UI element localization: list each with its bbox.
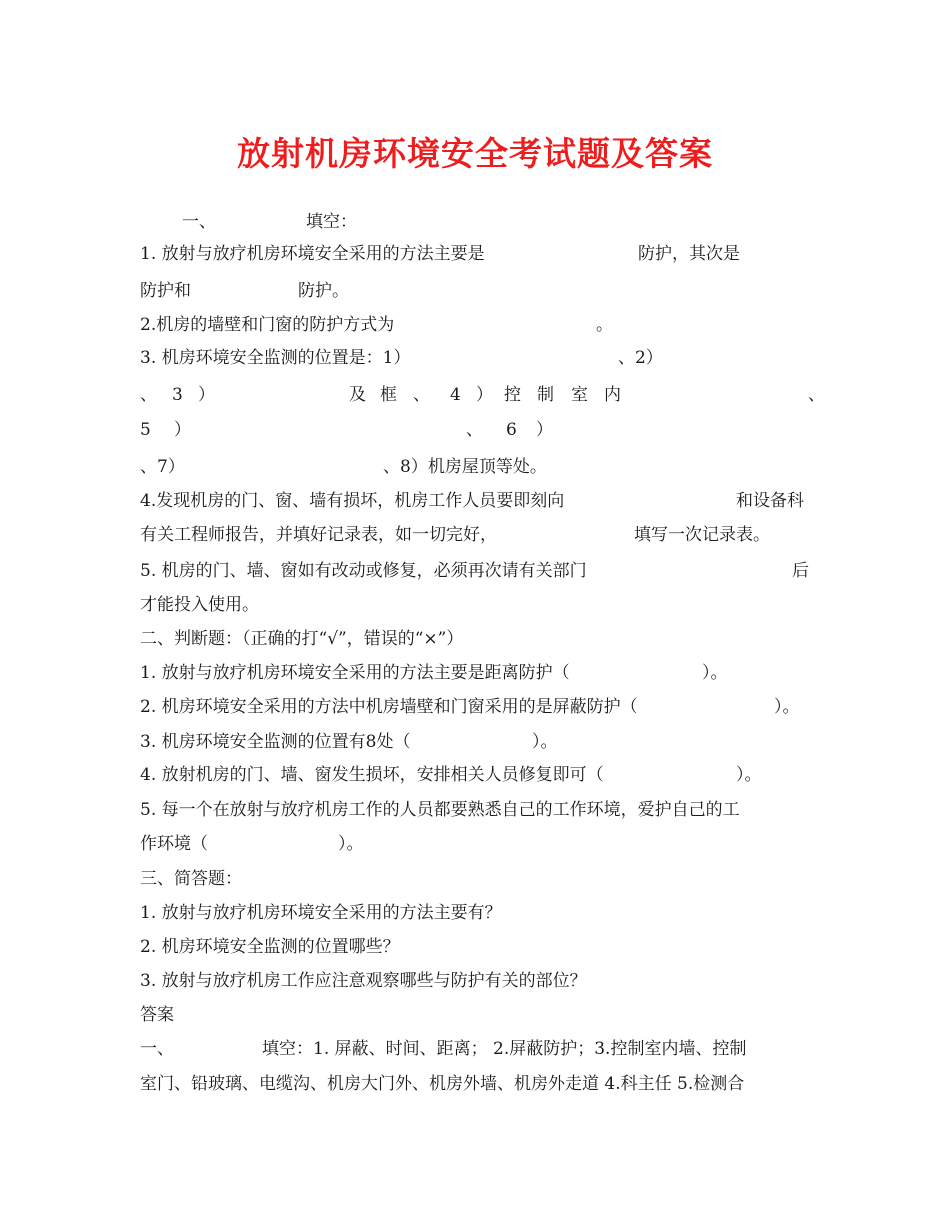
- short-question-1: [140, 900, 820, 926]
- short-q1-text: 1. 放射与放疗机房环境安全采用的方法主要有？: [140, 903, 502, 923]
- section2-heading-text: 二、判断题：（正确的打“√”，错误的“×”）: [140, 629, 464, 649]
- fill-q3-text-c: 、7）: [140, 457, 185, 477]
- judge-q5-text-b: 作环境（: [140, 834, 208, 854]
- fill-q3-char: 内: [604, 385, 621, 405]
- fill-q3-text-d: 、8）机房屋顶等处。: [383, 457, 547, 477]
- fill-q3-char: ）: [476, 385, 493, 405]
- fill-q3-char: 及: [349, 385, 366, 405]
- answers-line-1: [140, 1036, 820, 1062]
- short-question-3: [140, 968, 820, 994]
- section3-heading: [140, 866, 820, 892]
- judge-question-2: [140, 694, 820, 720]
- fill-q3-char: ）: [198, 385, 215, 405]
- fill-q4-text-d: 填写一次记录表。: [634, 525, 770, 545]
- fill-q3-char: 框: [380, 385, 397, 405]
- judge-q2-text-a: 2. 机房环境安全采用的方法中机房墙壁和门窗采用的是屏蔽防护（: [140, 697, 638, 717]
- section1-heading-label: 填空：: [306, 212, 357, 232]
- fill-q3-char: 5: [140, 420, 151, 440]
- fill-q4-text-b: 和设备科: [736, 491, 804, 511]
- judge-q3-text-b: ）。: [532, 732, 558, 752]
- document-title: 放射机房环境安全考试题及答案: [237, 134, 713, 173]
- judge-question-4: [140, 762, 820, 788]
- fill-question-5-line1: [140, 558, 820, 584]
- fill-q3-char: ）: [536, 420, 553, 440]
- fill-q1-text-b: 防护，其次是: [638, 244, 740, 264]
- fill-q3-char: 3: [172, 385, 183, 405]
- section3-heading-text: 三、简答题：: [140, 869, 242, 889]
- judge-question-1: [140, 660, 820, 686]
- fill-q5-text-b: 后: [792, 561, 809, 581]
- judge-q3-text-a: 3. 机房环境安全监测的位置有8处（: [140, 732, 411, 752]
- judge-q4-text-a: 4. 放射机房的门、墙、窗发生损坏，安排相关人员修复即可（: [140, 765, 604, 785]
- judge-q5-text-c: ）。: [338, 834, 364, 854]
- judge-question-5-line2: [140, 831, 820, 857]
- judge-question-3: [140, 729, 820, 755]
- fill-q3-text-a: 3. 机房环境安全监测的位置是：1）: [140, 348, 411, 368]
- short-q3-text: 3. 放射与放疗机房工作应注意观察哪些与防护有关的部位？: [140, 971, 587, 991]
- fill-q2-text-b: 。: [596, 315, 613, 335]
- fill-question-1-line2: [140, 278, 820, 304]
- fill-q3-char: 、: [466, 420, 483, 440]
- fill-q5-text-a: 5. 机房的门、墙、窗如有改动或修复，必须再次请有关部门: [140, 561, 587, 581]
- fill-question-2: [140, 312, 820, 338]
- answers-section-number: 一、: [140, 1039, 174, 1059]
- fill-q3-char: 、: [413, 385, 430, 405]
- judge-q1-text-a: 1. 放射与放疗机房环境安全采用的方法主要是距离防护（: [140, 663, 570, 683]
- short-q2-text: 2. 机房环境安全监测的位置哪些？: [140, 937, 400, 957]
- answers-heading-text: 答案: [140, 1005, 174, 1025]
- fill-q3-char: 4: [450, 385, 461, 405]
- section1-heading-number: 一、: [182, 212, 216, 232]
- fill-q3-char: 6: [506, 420, 517, 440]
- fill-q3-char: 制: [537, 385, 554, 405]
- fill-q3-char: 、: [808, 385, 825, 405]
- fill-question-3-line4: [140, 454, 820, 480]
- fill-q3-char: 室: [571, 385, 588, 405]
- fill-question-4-line2: [140, 522, 820, 548]
- fill-q4-text-a: 4.发现机房的门、窗、墙有损坏，机房工作人员要即刻向: [140, 491, 565, 511]
- judge-question-5-line1: [140, 797, 820, 823]
- fill-question-1-line1: [140, 241, 820, 267]
- fill-question-3-line3: [140, 417, 820, 443]
- answers-line-2: [140, 1071, 820, 1097]
- fill-q2-text-a: 2.机房的墙壁和门窗的防护方式为: [140, 315, 395, 335]
- section1-heading: [140, 209, 820, 235]
- fill-q3-text-b: 、2）: [618, 348, 663, 368]
- answers-line-2-text: 室门、铅玻璃、电缆沟、机房大门外、机房外墙、机房外走道 4.科主任 5.检测合: [140, 1074, 745, 1094]
- fill-question-3-line2: [140, 382, 825, 408]
- section2-heading: [140, 626, 820, 652]
- short-question-2: [140, 934, 820, 960]
- judge-q1-text-b: ）。: [702, 663, 728, 683]
- fill-q1-text-a: 1. 放射与放疗机房环境安全采用的方法主要是: [140, 244, 485, 264]
- fill-q1-text-c: 防护和: [140, 281, 191, 301]
- fill-question-5-line2: [140, 592, 820, 618]
- answers-heading: [140, 1002, 820, 1028]
- fill-q3-char: 控: [504, 385, 521, 405]
- answers-line-1-text: 填空：1. 屏蔽、时间、距离； 2.屏蔽防护；3.控制室内墙、控制: [262, 1039, 747, 1059]
- fill-q1-text-d: 防护。: [298, 281, 349, 301]
- fill-question-3-line1: [140, 345, 820, 371]
- judge-q2-text-b: ）。: [774, 697, 800, 717]
- fill-q3-char: ）: [174, 420, 191, 440]
- fill-q4-text-c: 有关工程师报告，并填好记录表，如一切完好，: [140, 525, 497, 545]
- judge-q5-text-a: 5. 每一个在放射与放疗机房工作的人员都要熟悉自己的工作环境，爱护自己的工: [140, 800, 740, 820]
- fill-q3-char: 、: [140, 385, 157, 405]
- fill-q5-text-c: 才能投入使用。: [140, 595, 259, 615]
- judge-q4-text-b: ）。: [736, 765, 762, 785]
- fill-question-4-line1: [140, 488, 820, 514]
